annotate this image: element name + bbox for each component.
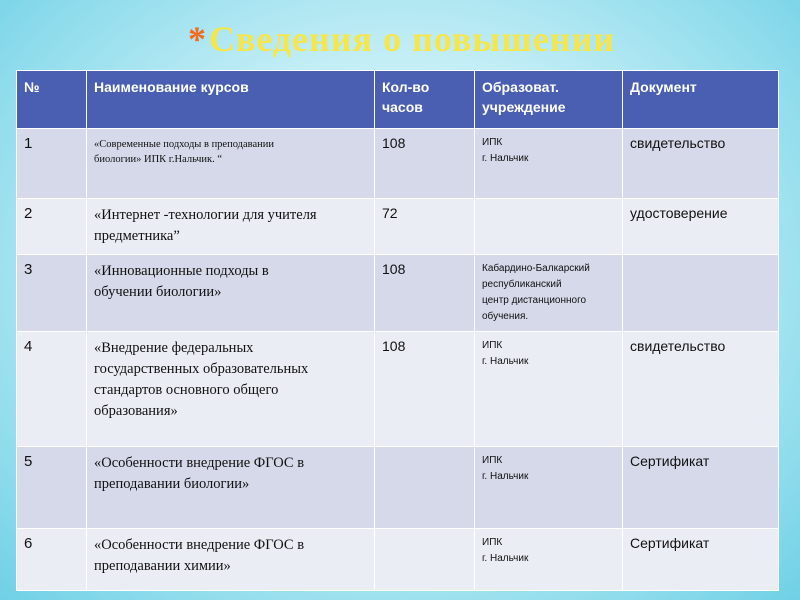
table-row xyxy=(17,529,779,591)
table-row xyxy=(17,129,779,199)
course-name-line: биологии» ИПК г.Нальчик. “ xyxy=(94,154,222,165)
courses-table xyxy=(16,70,779,591)
cell-course-name xyxy=(87,529,375,591)
table-header-row xyxy=(17,71,779,129)
cell-hours: 108 xyxy=(375,255,475,332)
institution-line: обучения. xyxy=(482,311,529,322)
header-number: № xyxy=(17,71,87,129)
cell-hours: 108 xyxy=(375,129,475,199)
cell-institution xyxy=(475,529,623,591)
cell-hours: 72 xyxy=(375,199,475,255)
cell-course-name xyxy=(87,129,375,199)
course-name-line: преподавании химии» xyxy=(94,558,231,574)
cell-course-name xyxy=(87,332,375,447)
cell-institution xyxy=(475,332,623,447)
cell-hours xyxy=(375,529,475,591)
header-hours-line1: Кол-во xyxy=(382,79,430,95)
table-row xyxy=(17,447,779,529)
institution-line: ИПК xyxy=(482,537,503,548)
cell-hours xyxy=(375,447,475,529)
cell-document: свидетельство xyxy=(623,129,779,199)
cell-course-name xyxy=(87,447,375,529)
cell-number: 5 xyxy=(17,447,87,529)
header-course-name: Наименование курсов xyxy=(87,71,375,129)
cell-document: Сертификат xyxy=(623,447,779,529)
table-row xyxy=(17,199,779,255)
cell-document: Сертификат xyxy=(623,529,779,591)
cell-document: удостоверение xyxy=(623,199,779,255)
cell-hours: 108 xyxy=(375,332,475,447)
course-name-line: государственных образовательных xyxy=(94,361,309,377)
institution-line: г. Нальчик xyxy=(482,471,529,482)
table-row xyxy=(17,255,779,332)
course-name-line: «Инновационные подходы в xyxy=(94,263,269,279)
header-institution xyxy=(475,71,623,129)
course-name-line: «Особенности внедрение ФГОС в xyxy=(94,537,305,553)
cell-institution xyxy=(475,199,623,255)
course-name-line: преподавании биологии» xyxy=(94,476,250,492)
institution-line: центр дистанционного xyxy=(482,295,587,306)
institution-line: г. Нальчик xyxy=(482,153,529,164)
course-name-line: «Особенности внедрение ФГОС в xyxy=(94,455,305,471)
cell-document: свидетельство xyxy=(623,332,779,447)
title-star-bullet: * xyxy=(188,19,207,59)
table-row xyxy=(17,332,779,447)
header-institution-line2: учреждение xyxy=(482,99,566,115)
institution-line: г. Нальчик xyxy=(482,553,529,564)
cell-number: 6 xyxy=(17,529,87,591)
cell-institution xyxy=(475,255,623,332)
course-name-line: обучении биологии» xyxy=(94,284,222,300)
course-name-line: «Внедрение федеральных xyxy=(94,340,254,356)
cell-number: 3 xyxy=(17,255,87,332)
header-hours xyxy=(375,71,475,129)
institution-line: г. Нальчик xyxy=(482,356,529,367)
header-document: Документ xyxy=(623,71,779,129)
cell-course-name xyxy=(87,255,375,332)
cell-institution xyxy=(475,447,623,529)
cell-number: 2 xyxy=(17,199,87,255)
slide-title xyxy=(188,18,615,60)
institution-line: ИПК xyxy=(482,340,503,351)
title-text: Сведения о повышении xyxy=(209,19,616,59)
cell-number: 1 xyxy=(17,129,87,199)
cell-number: 4 xyxy=(17,332,87,447)
header-hours-line2: часов xyxy=(382,99,423,115)
course-name-line: «Современные подходы в преподавании xyxy=(94,139,275,150)
institution-line: республиканский xyxy=(482,279,562,290)
course-name-line: стандартов основного общего xyxy=(94,382,279,398)
cell-institution xyxy=(475,129,623,199)
institution-line: Кабардино-Балкарский xyxy=(482,263,590,274)
cell-course-name xyxy=(87,199,375,255)
course-name-line: образования» xyxy=(94,403,178,419)
institution-line: ИПК xyxy=(482,455,503,466)
header-institution-line1: Образоват. xyxy=(482,79,559,95)
cell-document xyxy=(623,255,779,332)
course-name-line: предметника” xyxy=(94,228,180,244)
course-name-line: «Интернет -технологии для учителя xyxy=(94,207,317,223)
institution-line: ИПК xyxy=(482,137,503,148)
